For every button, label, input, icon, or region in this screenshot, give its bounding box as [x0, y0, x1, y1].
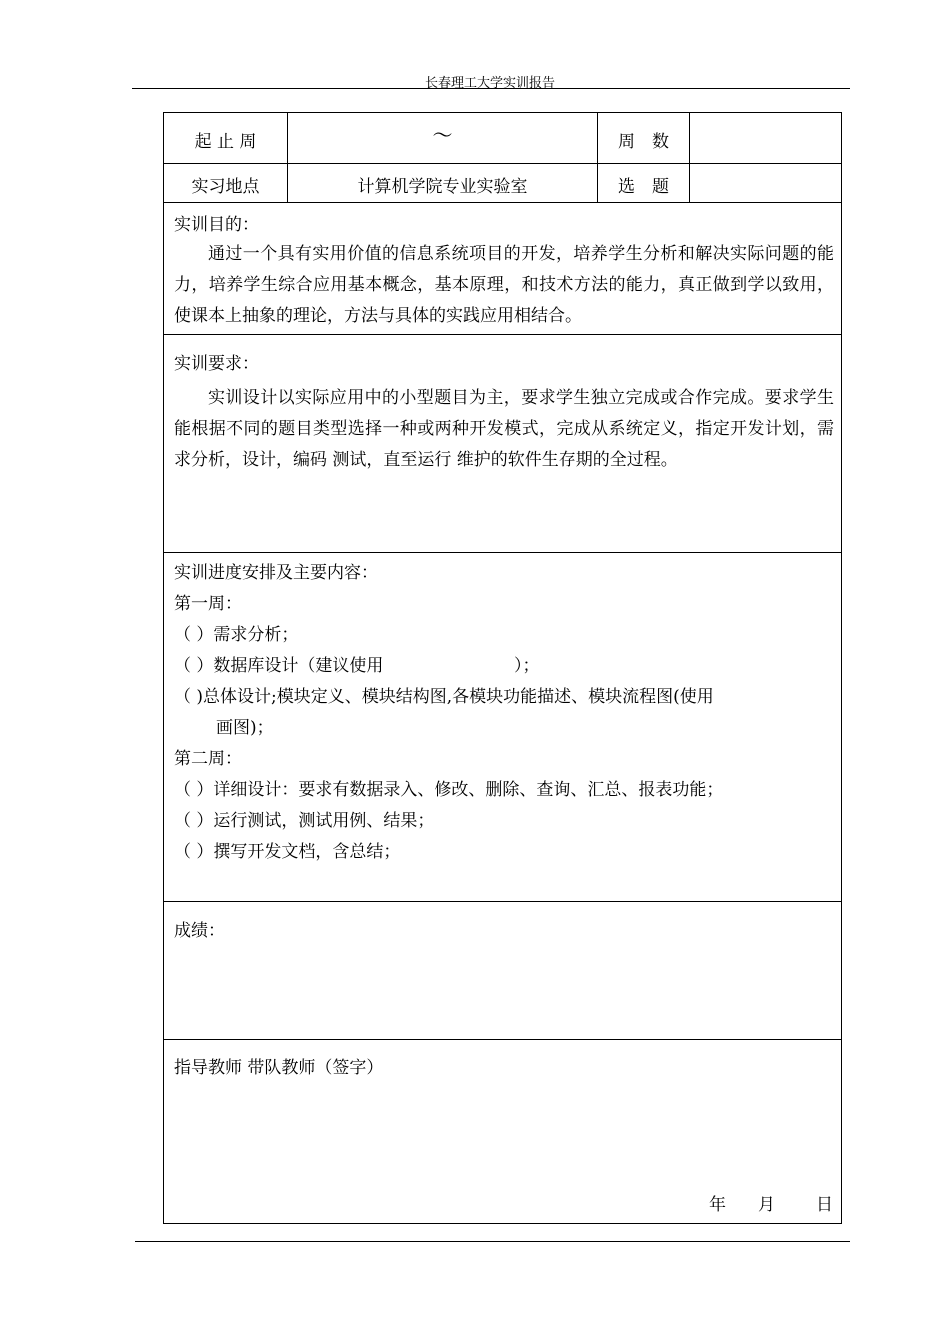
- period-value: ～: [432, 123, 453, 147]
- signature-heading: 指导教师 带队教师（签字）: [174, 1058, 384, 1078]
- report-table: [163, 112, 842, 1224]
- purpose-heading: 实训目的：: [174, 215, 259, 235]
- date-year: 年: [709, 1195, 726, 1215]
- date-month: 月: [758, 1195, 775, 1215]
- schedule-heading: 实训进度安排及主要内容：: [174, 563, 378, 583]
- requirements-heading: 实训要求：: [174, 354, 259, 374]
- col-divider-3: [689, 113, 690, 202]
- schedule-item-database-b: ）；: [514, 656, 540, 676]
- schedule-item-overall-design-cont: 画图)；: [216, 718, 274, 738]
- topic-label: 选 题: [618, 177, 669, 197]
- schedule-item-database-a: （ ）数据库设计（建议使用: [174, 656, 384, 676]
- location-label: 实习地点: [191, 177, 260, 197]
- page-header-title: 长春理工大学实训报告: [424, 76, 555, 91]
- schedule-item-documentation: （ ）撰写开发文档，含总结；: [174, 842, 401, 862]
- grade-heading: 成绩：: [174, 921, 225, 941]
- schedule-item-requirements: （ ）需求分析；: [174, 625, 299, 645]
- row-divider-4: [164, 552, 841, 553]
- requirements-body: 实训设计以实际应用中的小型题目为主，要求学生独立完成或合作完成。要求学生能根据不同的题目类型选择一种或两种开发模式，完成从系统定义，指定开发计划，需求分析，设计，编码 测试，直至运行 维护的软件生存期的全过程。: [174, 388, 834, 470]
- schedule-item-detail-design: （ ）详细设计：要求有数据录入、修改、删除、查询、汇总、报表功能；: [174, 780, 724, 800]
- row-divider-6: [164, 1039, 841, 1040]
- date-day: 日: [816, 1195, 833, 1215]
- weeks-label: 周 数: [618, 132, 669, 152]
- footer-rule: [135, 1241, 850, 1242]
- row-divider-3: [164, 334, 841, 335]
- schedule-item-overall-design: （ )总体设计;模块定义、模块结构图,各模块功能描述、模块流程图(使用: [174, 687, 714, 707]
- purpose-body: 通过一个具有实用价值的信息系统项目的开发，培养学生分析和解决实际问题的能力，培养学生综合应用基本概念，基本原理，和技术方法的能力，真正做到学以致用，使课本上抽象的理论，方法与具体的实践应用相结合。: [174, 244, 834, 326]
- row-divider-5: [164, 901, 841, 902]
- week2-label: 第二周：: [174, 749, 242, 769]
- week1-label: 第一周：: [174, 594, 242, 614]
- location-value: 计算机学院专业实验室: [357, 177, 528, 197]
- row-divider-1: [164, 163, 841, 164]
- header-rule: [132, 88, 850, 89]
- row-divider-2: [164, 202, 841, 203]
- period-label: 起 止 周: [194, 132, 257, 152]
- schedule-item-testing: （ ）运行测试，测试用例、结果；: [174, 811, 435, 831]
